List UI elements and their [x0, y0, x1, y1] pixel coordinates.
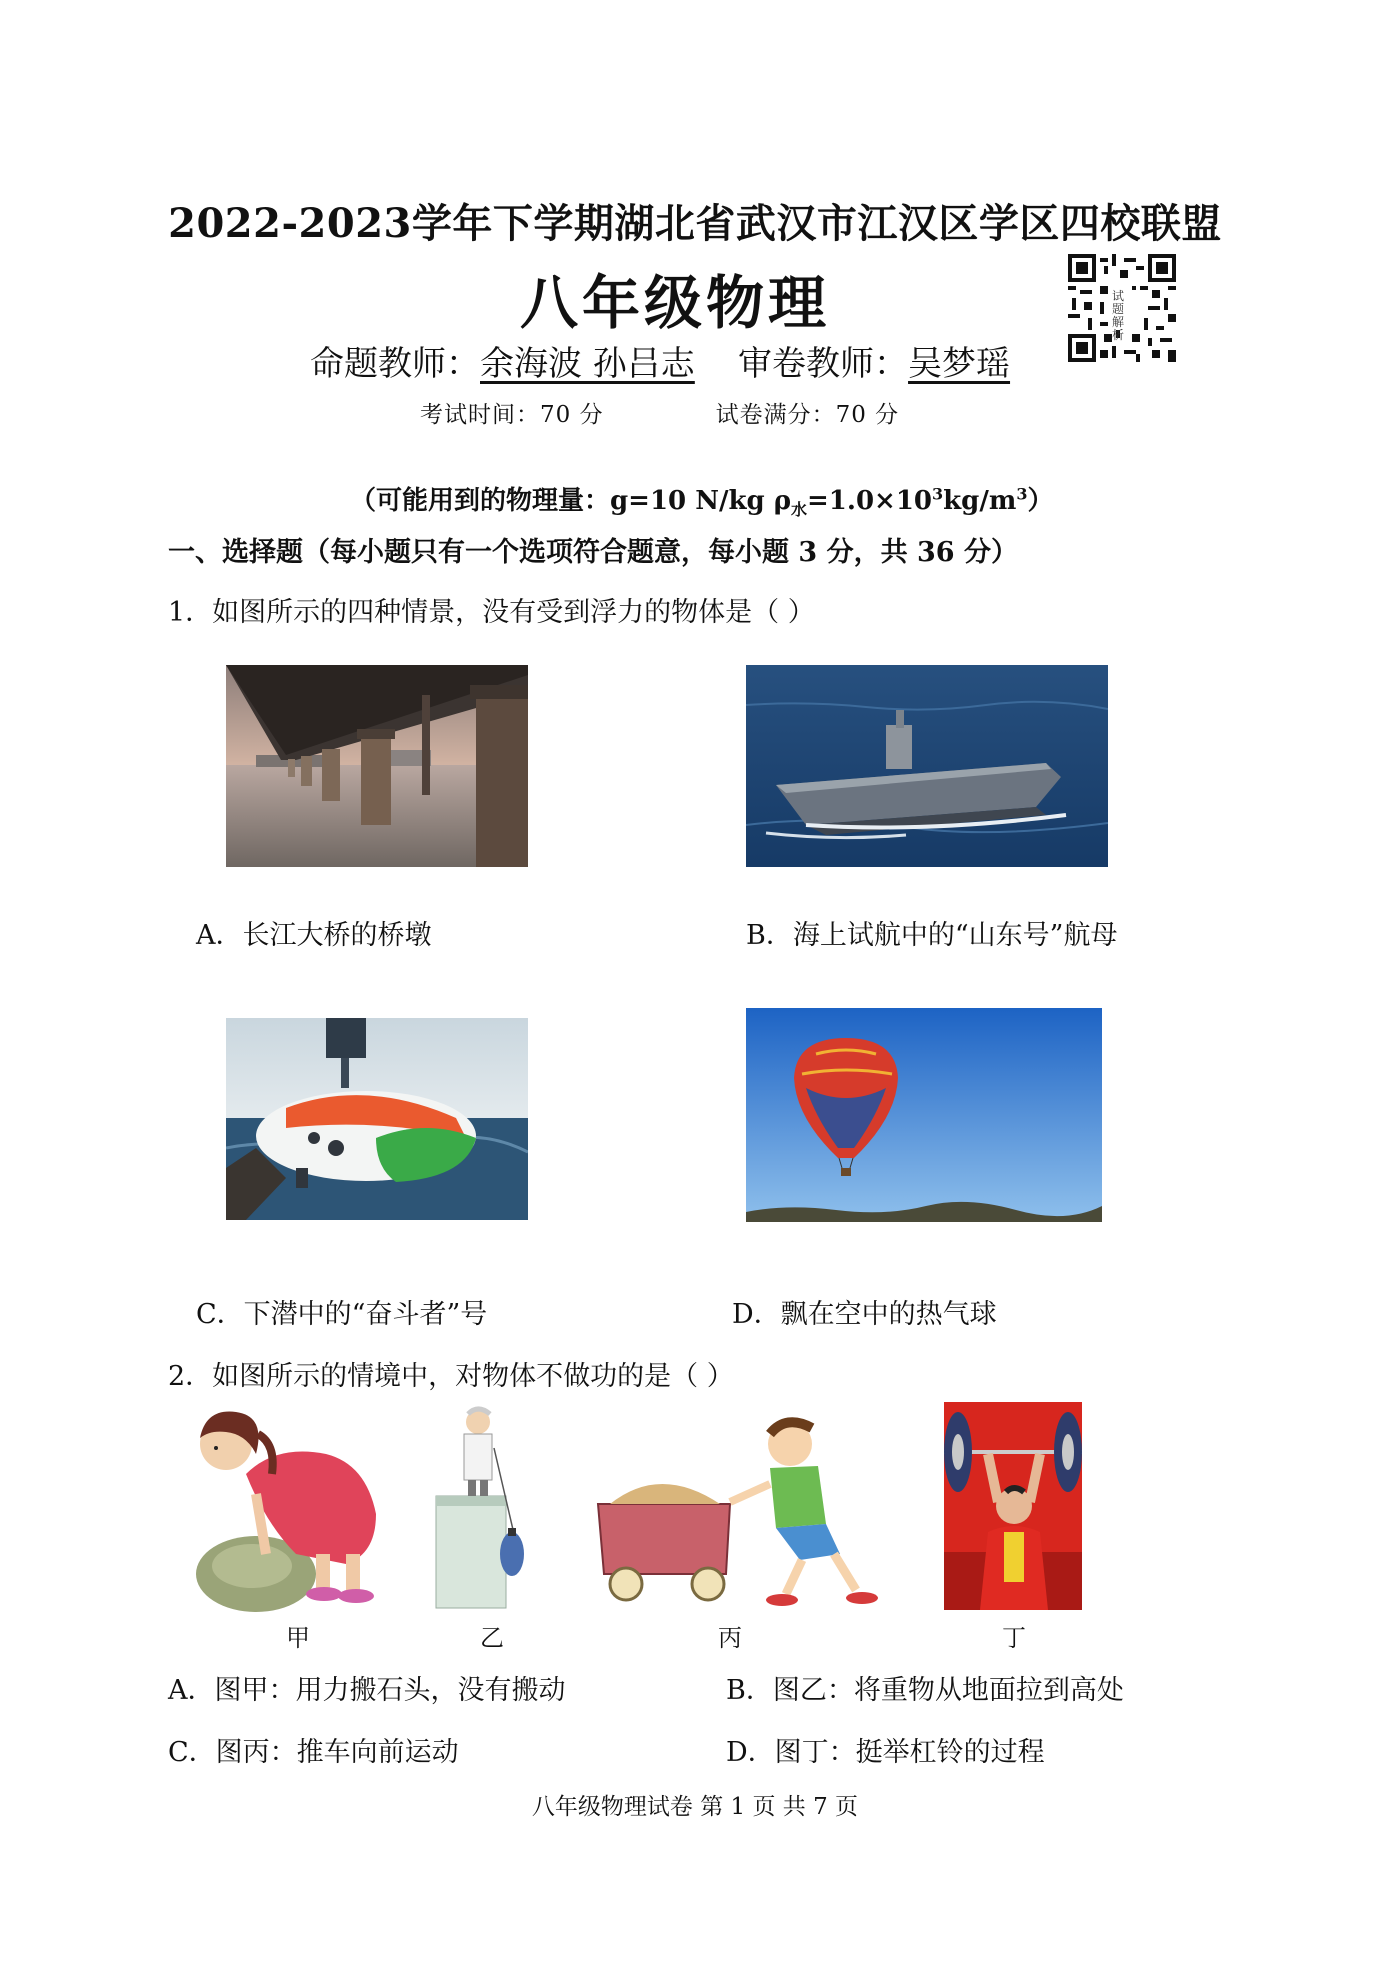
- q1-option-d: D．飘在空中的热气球: [732, 1299, 997, 1330]
- teacher-line: [310, 336, 1010, 385]
- constants-suffix: ）: [1027, 486, 1054, 516]
- qr-code: [1068, 254, 1176, 362]
- caption-jia: 甲: [286, 1624, 310, 1652]
- submersible-photo: [226, 1018, 528, 1220]
- q1-option-b: B．海上试航中的“山东号”航母: [746, 920, 1118, 951]
- question-1-stem: 1．如图所示的四种情景，没有受到浮力的物体是（ ）: [168, 597, 815, 628]
- exam-title: 2022-2023学年下学期湖北省武汉市江汉区学区四校联盟: [168, 200, 1222, 247]
- exam-info: [420, 396, 899, 429]
- q2-option-b: B．图乙：将重物从地面拉到高处: [726, 1675, 1124, 1706]
- q2-option-d: D．图丁：挺举杠铃的过程: [726, 1737, 1045, 1768]
- q2-option-a: A．图甲：用力搬石头，没有搬动: [168, 1675, 566, 1706]
- question-2-stem: 2．如图所示的情境中，对物体不做功的是（ ）: [168, 1361, 734, 1392]
- q2-option-c: C．图丙：推车向前运动: [168, 1737, 459, 1768]
- q1-option-c: C．下潜中的“奋斗者”号: [196, 1299, 488, 1330]
- caption-bing: 丙: [718, 1624, 742, 1652]
- constants-unit: kg/m: [943, 486, 1017, 516]
- setter-label: 命题教师：: [310, 344, 480, 384]
- qr-label: 试题解析: [1112, 289, 1125, 342]
- physical-constants: [350, 480, 1054, 520]
- caption-ding: 丁: [1002, 1624, 1026, 1652]
- reviewer-label: 审卷教师：: [738, 344, 909, 384]
- constants-mid: =1.0×10: [807, 486, 933, 516]
- page-footer: 八年级物理试卷 第 1 页 共 7 页: [531, 1794, 859, 1820]
- rho-subscript: 水: [791, 500, 808, 520]
- exponent-1: 3: [932, 484, 944, 504]
- bridge-pier-photo: [226, 665, 528, 867]
- q1-option-a: A．长江大桥的桥墩: [196, 920, 432, 951]
- figure-yi-pulling-weight: [432, 1404, 540, 1614]
- figure-bing-pushing-cart: [590, 1404, 900, 1614]
- subject-title: 八年级物理: [519, 269, 830, 337]
- full-score: 试卷满分：70 分: [715, 402, 900, 428]
- exponent-2: 3: [1016, 484, 1028, 504]
- section-heading: 一、选择题（每小题只有一个选项符合题意，每小题 3 分，共 36 分）: [168, 537, 1018, 568]
- setter-names: 余海波 孙吕志: [480, 344, 695, 384]
- figure-jia-lifting-stone: [186, 1404, 400, 1614]
- aircraft-carrier-photo: [746, 665, 1108, 867]
- exam-time: 考试时间：70 分: [420, 402, 604, 428]
- constants-prefix: （可能用到的物理量：g=10 N/kg ρ: [350, 486, 791, 516]
- hot-air-balloon-photo: [746, 1008, 1102, 1222]
- figure-ding-weightlifting-photo: [944, 1402, 1082, 1610]
- caption-yi: 乙: [480, 1624, 504, 1652]
- reviewer-name: 吴梦瑶: [908, 344, 1011, 384]
